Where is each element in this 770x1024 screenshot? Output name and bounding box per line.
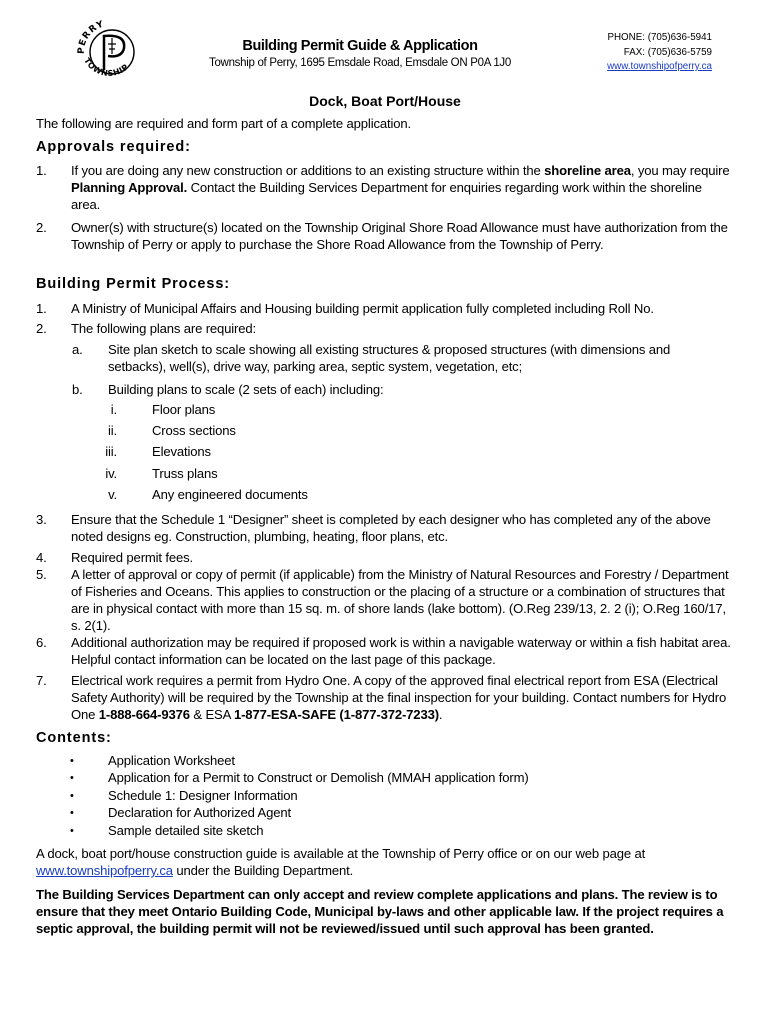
approvals-heading: Approvals required: [36,139,191,155]
item-text: If you are doing any new construction or additions to an existing structure within the shoreline area, you may require Planning Approval. Contact the Building Services Department for enquiries regarding work within the shoreline area. [71,163,730,212]
list-item: Schedule 1: Designer Information [108,788,298,803]
item-number: 5. [36,567,47,582]
list-item: Sample detailed site sketch [108,823,264,838]
sub-text: Building plans to scale (2 sets of each) including: [108,382,384,397]
item-text: The following plans are required: [71,321,257,336]
roman-item: Truss plans [152,466,218,481]
bullet: • [70,807,74,819]
roman-numeral: i. [110,402,117,417]
list-item: Declaration for Authorized Agent [108,805,291,820]
website-link[interactable]: www.townshipofperry.ca [607,61,712,72]
bullet: • [70,772,74,784]
sub-label: b. [72,382,83,397]
item-number: 1. [36,301,47,316]
list-item: Application for a Permit to Construct or Demolish (MMAH application form) [108,770,529,785]
document-title: Dock, Boat Port/House [309,93,461,109]
svg-text:PERRY [77,20,106,54]
item-number: 2. [36,220,47,235]
roman-numeral: ii. [107,423,117,438]
item-text: A letter of approval or copy of permit (if applicable) from the Ministry of Natural Resources and Forestry / Department of Fisheries and Oceans. This applies to construction or the placing of a structure or a combination of structures that are in physical contact with more than 15 sq. m. of shore lands (lake bottom). (O.Reg 239/13, 2. 2 (i); O.Reg 160/17, s. 2(1). [71,567,729,633]
sub-text: Site plan sketch to scale showing all existing structures & proposed structures (with dimensions and setbacks), well(s), drive way, parking area, septic system, vegetation, etc; [108,342,671,374]
item-text: Required permit fees. [71,550,194,565]
intro-text: The following are required and form part of a complete application. [36,116,411,131]
final-note: The Building Services Department can only accept and review complete applications and plans. The review is to ensure that they meet Ontario Building Code, Municipal by-laws and other applicable law. If the project requires a septic approval, the building permit will not be reviewed/issued until such approval has been granted. [36,887,724,936]
guide-note: A dock, boat port/house construction guide is available at the Township of Perry office or on our web page at www.townshipofperry.ca under the Building Department. [36,846,646,878]
bullet: • [70,755,74,767]
roman-item: Cross sections [152,423,236,438]
logo-text-top: PERRY [76,20,106,55]
bullet: • [70,825,74,837]
website-link[interactable]: www.townshipofperry.ca [36,863,173,878]
roman-numeral: iii. [105,444,117,459]
item-number: 3. [36,512,47,527]
list-item: Application Worksheet [108,753,235,768]
roman-item: Any engineered documents [152,487,308,502]
item-text: Owner(s) with structure(s) located on the Township Original Shore Road Allowance must have authorization from the Township of Perry or apply to purchase the Shore Road Allowance from the Township of Perry. [71,220,728,252]
svg-text:TOWNSHIP [82,56,130,78]
item-number: 7. [36,673,47,688]
roman-item: Elevations [152,444,211,459]
item-number: 1. [36,163,47,178]
township-logo [74,20,146,84]
item-text: A Ministry of Municipal Affairs and Housing building permit application fully completed including Roll No. [71,301,654,316]
item-text: Electrical work requires a permit from Hydro One. A copy of the approved final electrical report from ESA (Electrical Safety Authority) will be required by the Township at the final inspection for your building. Contact numbers for Hydro One 1-888-664-9376 & ESA 1-877-ESA-SAFE (1-877-372-7233). [71,673,727,722]
contact-block [607,31,712,75]
logo-text-bottom: TOWNSHIP [82,56,131,78]
item-number: 2. [36,321,47,336]
item-number: 6. [36,635,47,650]
item-text: Additional authorization may be required if proposed work is within a navigable waterway or within a fish habitat area. Helpful contact information can be located on the last page of this package. [71,635,731,667]
bullet: • [70,790,74,802]
roman-numeral: iv. [105,466,117,481]
fax-number: FAX: (705)636-5759 [623,46,712,58]
sub-label: a. [72,342,83,357]
item-number: 4. [36,550,47,565]
item-text: Ensure that the Schedule 1 “Designer” sheet is completed by each designer who has completed any of the above noted designs eg. Construction, plumbing, heating, floor plans, etc. [71,512,711,544]
phone-number: PHONE: (705)636-5941 [607,32,712,43]
roman-numeral: v. [108,487,117,502]
header-title: Building Permit Guide & Application [242,38,478,54]
roman-item: Floor plans [152,402,216,417]
header-address: Township of Perry, 1695 Emsdale Road, Emsdale ON P0A 1J0 [209,57,511,69]
process-heading: Building Permit Process: [36,276,231,292]
contents-heading: Contents: [36,730,112,746]
